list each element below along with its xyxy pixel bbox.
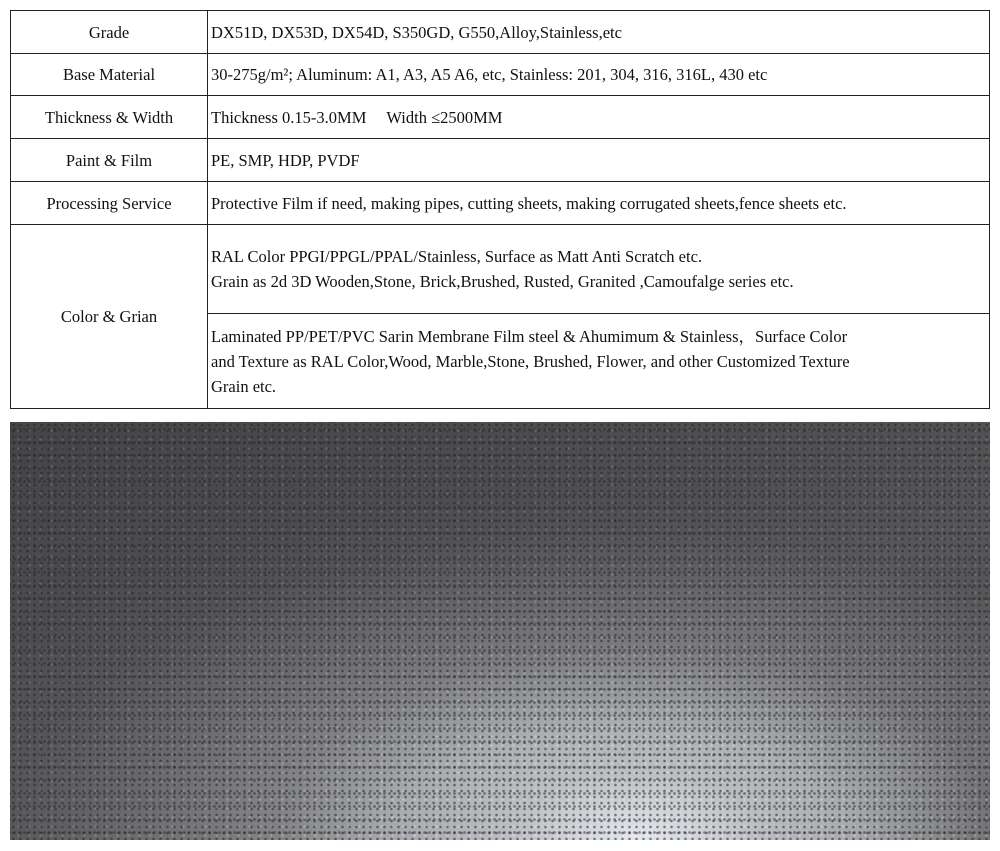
table-row (11, 182, 990, 225)
laminated-line-3: Grain etc. (211, 376, 277, 396)
row-label-color-grain: Color & Grian (11, 225, 208, 409)
row-label-thickness-width: Thickness & Width (11, 96, 208, 139)
row-label-base-material: Base Material (11, 54, 208, 96)
row-label-grade: Grade (11, 11, 208, 54)
table-row (11, 139, 990, 182)
row-value-processing-service: Protective Film if need, making pipes, cutting sheets, making corrugated sheets,fence sheets etc. (208, 182, 990, 225)
row-value-base-material: 30-275g/m²; Aluminum: A1, A3, A5 A6, etc, Stainless: 201, 304, 316, 316L, 430 etc (208, 54, 990, 96)
width-value: Width ≤2500MM (386, 107, 503, 127)
row-value-thickness-width (208, 96, 990, 139)
spec-table (10, 10, 990, 409)
color-line-2: Grain as 2d 3D Wooden,Stone, Brick,Brushed, Rusted, Granited ,Camoufalge series etc. (211, 272, 794, 291)
table-row (11, 225, 990, 314)
row-value-grade: DX51D, DX53D, DX54D, S350GD, G550,Alloy,Stainless,etc (208, 11, 990, 54)
table-row (11, 54, 990, 96)
row-value-laminated (208, 314, 990, 409)
laminated-line-2: and Texture as RAL Color,Wood, Marble,Stone, Brushed, Flower, and other Customized Texture (211, 351, 850, 371)
row-value-color-grain (208, 225, 990, 314)
color-line-1: RAL Color PPGI/PPGL/PPAL/Stainless, Surface as Matt Anti Scratch etc. (211, 247, 703, 266)
thickness-value: Thickness 0.15-3.0MM (211, 107, 367, 127)
row-label-processing-service: Processing Service (11, 182, 208, 225)
table-row (11, 11, 990, 54)
table-row (11, 96, 990, 139)
row-label-paint-film: Paint & Film (11, 139, 208, 182)
row-value-paint-film: PE, SMP, HDP, PVDF (208, 139, 990, 182)
texture-vignette (10, 422, 990, 840)
laminated-line-1: Laminated PP/PET/PVC Sarin Membrane Film steel & Ahumimum & Stainless，Surface Color (211, 326, 848, 346)
texture-photo (10, 422, 990, 840)
